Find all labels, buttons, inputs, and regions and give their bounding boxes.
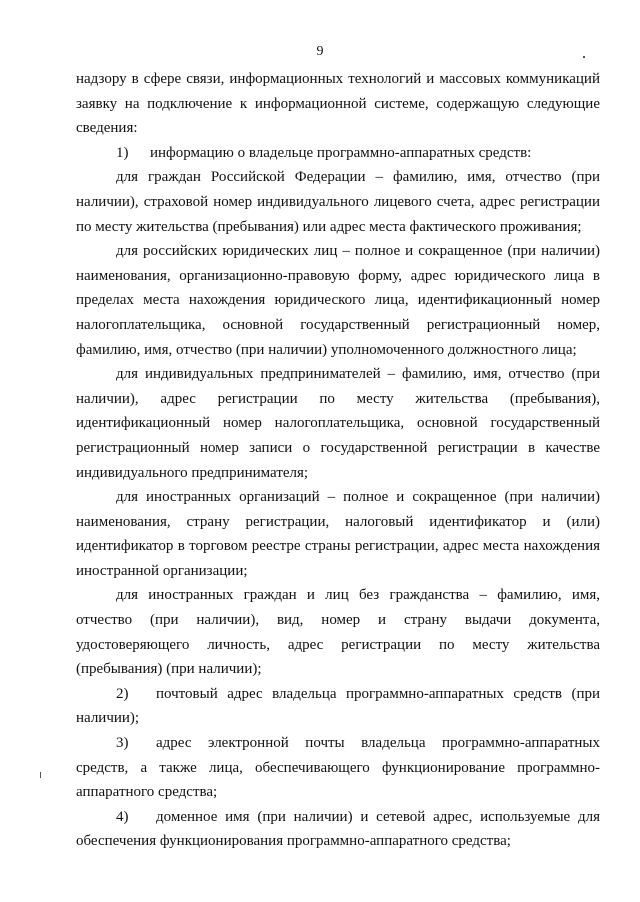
- scan-speck: [40, 772, 41, 778]
- document-body: [76, 67, 600, 854]
- paragraph-entrepreneurs: для индивидуальных предпринимателей – фамилию, имя, отчество (при наличии), адрес регистрации по месту жительства (пребывания), идентификационный номер налогоплательщика, основной государственный регистрационный номер записи о государственной регистрации в качестве индивидуального предпринимателя;: [76, 366, 600, 481]
- list-text: почтовый адрес владельца программно-аппаратных средств (при наличии);: [76, 685, 600, 727]
- paragraph-legal-entities: для российских юридических лиц – полное и сокращенное (при наличии) наименования, организационно-правовую форму, адрес юридического лица в пределах места нахождения юридического лица, идентификационный номер налогоплательщика, основной государственный регистрационный номер, фамилию, имя, отчество (при наличии) уполномоченного должностного лица;: [76, 243, 600, 358]
- list-number: 3): [116, 735, 129, 752]
- scan-speck: [583, 56, 585, 58]
- paragraph-foreign-organizations: для иностранных организаций – полное и сокращенное (при наличии) наименования, страну регистрации, налоговый идентификатор и (или) идентификатор в торговом реестре страны регистрации, адрес места нахождения иностранной организации;: [76, 489, 600, 579]
- list-text: адрес электронной почты владельца программно-аппаратных средств, а также лица, обеспечивающего функционирование программно-аппаратного средства;: [76, 735, 600, 801]
- list-text: доменное имя (при наличии) и сетевой адрес, используемые для обеспечения функционирования программно-аппаратного средства;: [76, 808, 600, 850]
- page-number: 9: [316, 44, 324, 59]
- list-item-4: [76, 805, 600, 854]
- list-item-3: [76, 731, 600, 805]
- list-item-2: [76, 682, 600, 731]
- list-text: информацию о владельце программно-аппаратных средств:: [150, 144, 532, 161]
- list-number: 4): [116, 808, 129, 825]
- list-number: 1): [116, 144, 129, 161]
- paragraph-1: надзору в сфере связи, информационных технологий и массовых коммуникаций заявку на подключение к информационной системе, содержащую следующие сведения:: [76, 71, 600, 137]
- paragraph-foreign-citizens: для иностранных граждан и лиц без гражданства – фамилию, имя, отчество (при наличии), вид, номер и страну выдачи документа, удостоверяющего личность, адрес регистрации по месту жительства (пребывания) (при наличии);: [76, 587, 600, 678]
- list-item-1: [76, 141, 600, 166]
- list-number: 2): [116, 685, 129, 702]
- paragraph-citizens: для граждан Российской Федерации – фамилию, имя, отчество (при наличии), страховой номер индивидуального лицевого счета, адрес регистрации по месту жительства (пребывания) или адрес места фактического проживания;: [76, 169, 600, 235]
